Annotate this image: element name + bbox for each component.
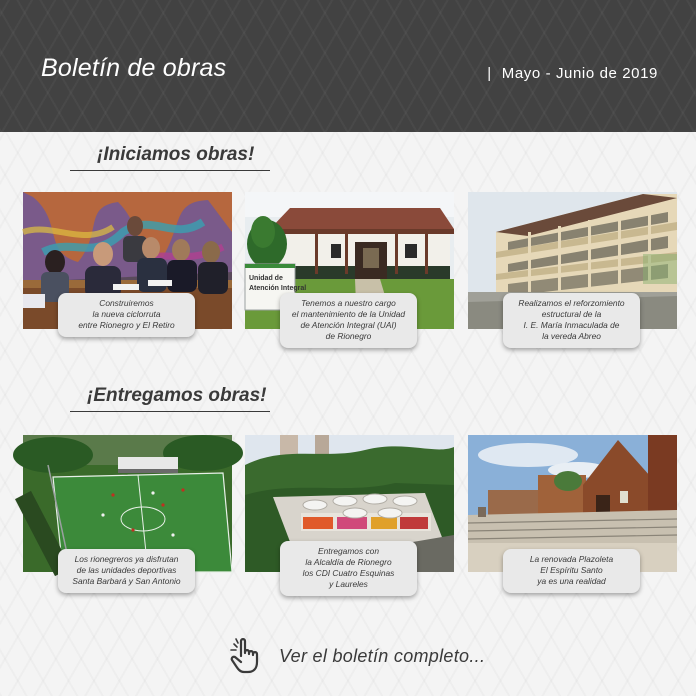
sign-line-1: Unidad de [249, 275, 283, 282]
view-full-bulletin-link[interactable] [228, 636, 485, 676]
section-heading-started: ¡Iniciamos obras! [70, 144, 270, 171]
section-heading-delivered: ¡Entregamos obras! [70, 385, 270, 412]
caption-sports: Los rionegreros ya disfrutan de las unidades deportivas Santa Barbará y San Antonio [58, 549, 195, 593]
page-title: Boletín de obras [41, 54, 227, 82]
caption-bikeway: Construiremos la nueva ciclorruta entre Rionegro y El Retiro [58, 293, 195, 337]
pointing-hand-icon [228, 636, 266, 676]
caption-cdi: Entregamos con la Alcaldía de Rionegro los CDI Cuatro Esquinas y Laureles [280, 541, 417, 596]
card-school-reinforcement[interactable] [468, 192, 677, 341]
sign-line-2: Atención Integral [249, 285, 307, 292]
issue-date [487, 65, 658, 82]
header-banner [0, 0, 696, 132]
card-bikeway[interactable] [23, 192, 232, 329]
card-plaza[interactable] [468, 435, 677, 586]
caption-plaza: La renovada Plazoleta El Espíritu Santo ya es una realidad [503, 549, 640, 593]
view-full-bulletin-text: Ver el boletín completo... [279, 645, 486, 666]
date-text: Mayo - Junio de 2019 [501, 65, 658, 82]
card-uai-maintenance[interactable] [245, 192, 454, 341]
card-cdi-buildings[interactable] [245, 435, 454, 589]
date-separator: | [487, 65, 492, 82]
caption-school: Realizamos el reforzomiento estructural de la I. E. María Inmaculada de la vereda Abreo [503, 293, 640, 348]
caption-uai: Tenemos a nuestro cargo el mantenimiento de la Unidad de Atención Integral (UAI) de Rionegro [280, 293, 417, 348]
card-sports-units[interactable] [23, 435, 232, 586]
